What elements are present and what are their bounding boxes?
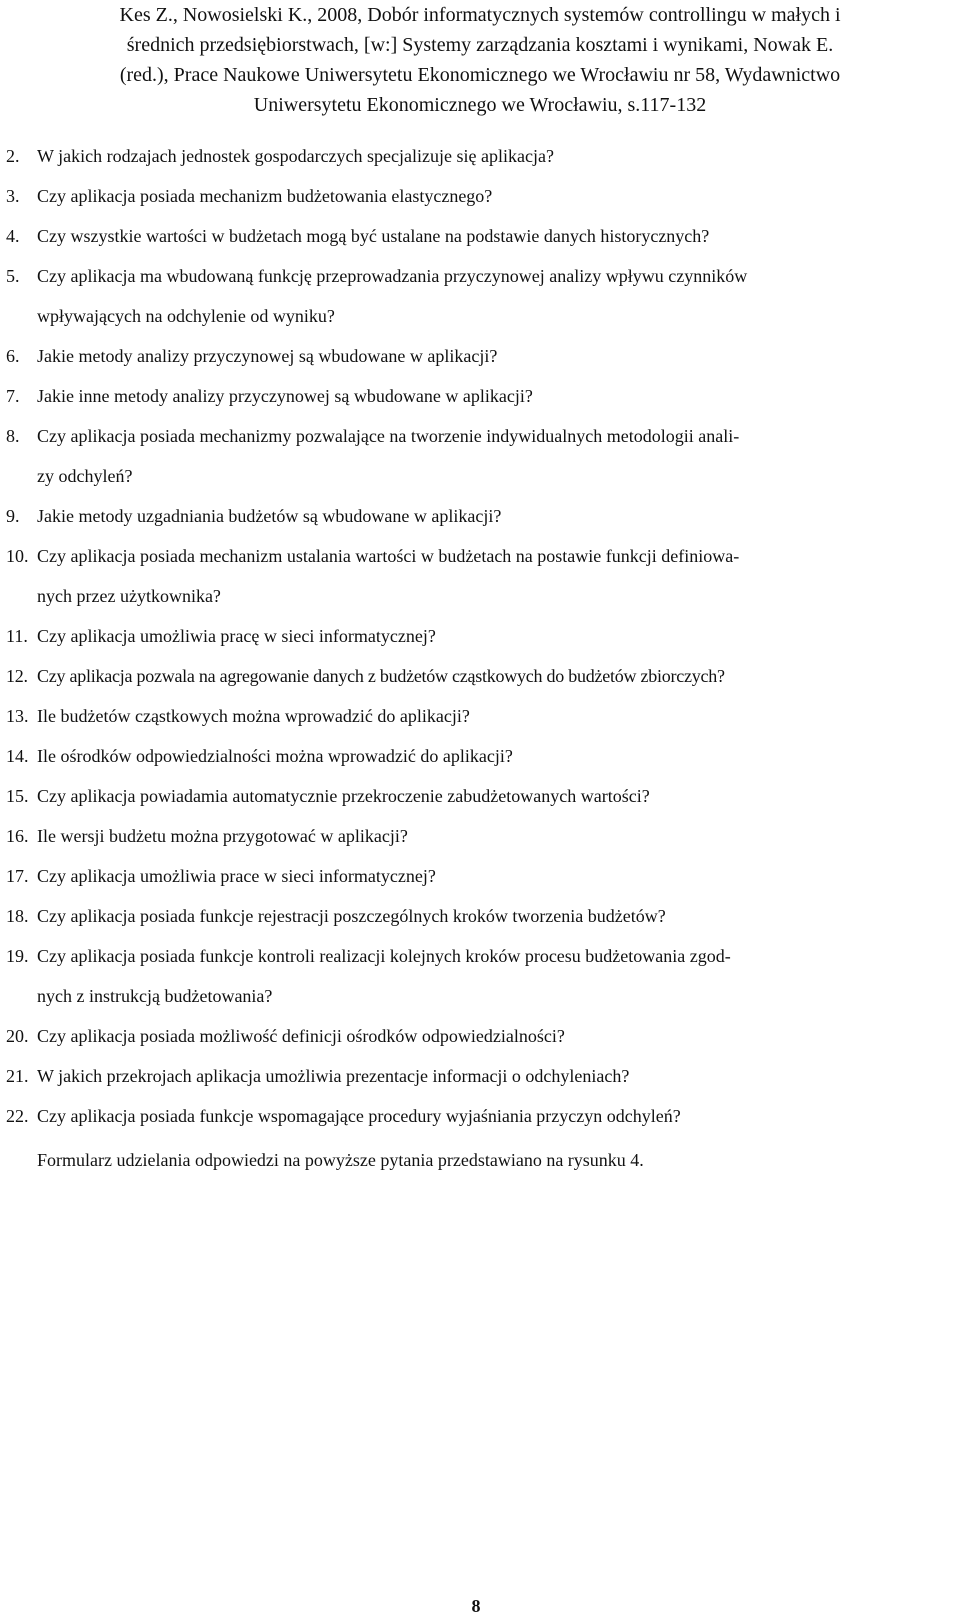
- question-text: Ile budżetów cząstkowych można wprowadzić do aplikacji?: [37, 706, 470, 726]
- question-item: [6, 136, 954, 176]
- citation-line: (red.), Prace Naukowe Uniwersytetu Ekonomicznego we Wrocławiu nr 58, Wydawnictwo: [119, 64, 841, 86]
- question-number: 12.: [6, 666, 28, 686]
- question-number: 4.: [6, 226, 20, 246]
- question-item: [6, 376, 954, 416]
- question-item: [6, 536, 954, 616]
- question-text: Jakie metody uzgadniania budżetów są wbudowane w aplikacji?: [37, 506, 502, 526]
- question-text: Czy aplikacja posiada funkcje wspomagające procedury wyjaśniania przyczyn odchyleń?: [37, 1106, 681, 1126]
- question-number: 22.: [6, 1106, 29, 1126]
- question-item: [6, 936, 954, 1016]
- question-number: 11.: [6, 626, 28, 646]
- question-number: 14.: [6, 746, 29, 766]
- question-text: W jakich przekrojach aplikacja umożliwia prezentacje informacji o odchyleniach?: [37, 1066, 630, 1086]
- question-list: [6, 136, 954, 1136]
- question-text: Czy aplikacja powiadamia automatycznie przekroczenie zabudżetowanych wartości?: [37, 786, 650, 806]
- question-text: Czy aplikacja posiada funkcje kontroli realizacji kolejnych kroków procesu budżetowania zgod- nych z instrukcją budżetowania?: [37, 946, 731, 1006]
- question-text: Czy aplikacja umożliwia prace w sieci informatycznej?: [37, 866, 436, 886]
- question-number: 18.: [6, 906, 29, 926]
- question-number: 19.: [6, 946, 29, 966]
- question-number: 5.: [6, 266, 20, 286]
- question-number: 13.: [6, 706, 29, 726]
- question-text: Jakie metody analizy przyczynowej są wbudowane w aplikacji?: [37, 346, 498, 366]
- question-item: [6, 256, 954, 336]
- question-text: W jakich rodzajach jednostek gospodarczych specjalizuje się aplikacja?: [37, 146, 554, 166]
- question-text: Czy aplikacja posiada mechanizm budżetowania elastycznego?: [37, 186, 493, 206]
- question-item: [6, 216, 954, 256]
- question-text: Czy aplikacja posiada funkcje rejestracji poszczególnych kroków tworzenia budżetów?: [37, 906, 666, 926]
- question-item: [6, 416, 954, 496]
- question-item: [6, 1056, 954, 1096]
- question-number: 8.: [6, 426, 20, 446]
- question-number: 16.: [6, 826, 29, 846]
- question-item: [6, 896, 954, 936]
- question-number: 10.: [6, 546, 29, 566]
- question-text: Czy aplikacja posiada możliwość definicji ośrodków odpowiedzialności?: [37, 1026, 565, 1046]
- question-text: Czy aplikacja posiada mechanizmy pozwalające na tworzenie indywidualnych metodologii anali- zy odchyleń?: [37, 426, 740, 486]
- question-item: [6, 616, 954, 656]
- question-item: [6, 176, 954, 216]
- closing-paragraph: Formularz udzielania odpowiedzi na powyższe pytania przedstawiano na rysunku 4.: [37, 1150, 644, 1170]
- question-number: 2.: [6, 146, 20, 166]
- question-item: [6, 696, 954, 736]
- question-number: 15.: [6, 786, 29, 806]
- citation-line: Kes Z., Nowosielski K., 2008, Dobór informatycznych systemów controllingu w małych i: [119, 4, 841, 26]
- question-number: 20.: [6, 1026, 29, 1046]
- question-number: 3.: [6, 186, 20, 206]
- question-item: [6, 816, 954, 856]
- citation-line: Uniwersytetu Ekonomicznego we Wrocławiu, s.117-132: [253, 94, 707, 116]
- question-number: 21.: [6, 1066, 29, 1086]
- question-item: [6, 336, 954, 376]
- citation-header: [0, 0, 960, 120]
- question-text: Jakie inne metody analizy przyczynowej są wbudowane w aplikacji?: [37, 386, 533, 406]
- question-text: Czy aplikacja posiada mechanizm ustalania wartości w budżetach na postawie funkcji definiowa- nych przez użytkownika?: [37, 546, 740, 606]
- question-item: [6, 736, 954, 776]
- question-item: [6, 496, 954, 536]
- question-text: Czy aplikacja pozwala na agregowanie danych z budżetów cząstkowych do budżetów zbiorczych?: [37, 666, 725, 686]
- question-item: [6, 776, 954, 816]
- question-text: Ile wersji budżetu można przygotować w aplikacji?: [37, 826, 408, 846]
- question-number: 7.: [6, 386, 20, 406]
- question-item: [6, 1016, 954, 1056]
- citation-line: średnich przedsiębiorstwach, [w:] Systemy zarządzania kosztami i wynikami, Nowak E.: [126, 34, 834, 56]
- question-text: Ile ośrodków odpowiedzialności można wprowadzić do aplikacji?: [37, 746, 513, 766]
- page-number: 8: [471, 1596, 481, 1616]
- question-item: [6, 856, 954, 896]
- question-number: 17.: [6, 866, 29, 886]
- question-item: [6, 1096, 954, 1136]
- question-number: 6.: [6, 346, 20, 366]
- question-item: [6, 656, 954, 696]
- question-text: Czy aplikacja umożliwia pracę w sieci informatycznej?: [37, 626, 436, 646]
- question-text: Czy wszystkie wartości w budżetach mogą być ustalane na podstawie danych historycznych?: [37, 226, 710, 246]
- question-number: 9.: [6, 506, 20, 526]
- question-text: Czy aplikacja ma wbudowaną funkcję przeprowadzania przyczynowej analizy wpływu czynników wpływających na odchylenie od wyniku?: [37, 266, 748, 326]
